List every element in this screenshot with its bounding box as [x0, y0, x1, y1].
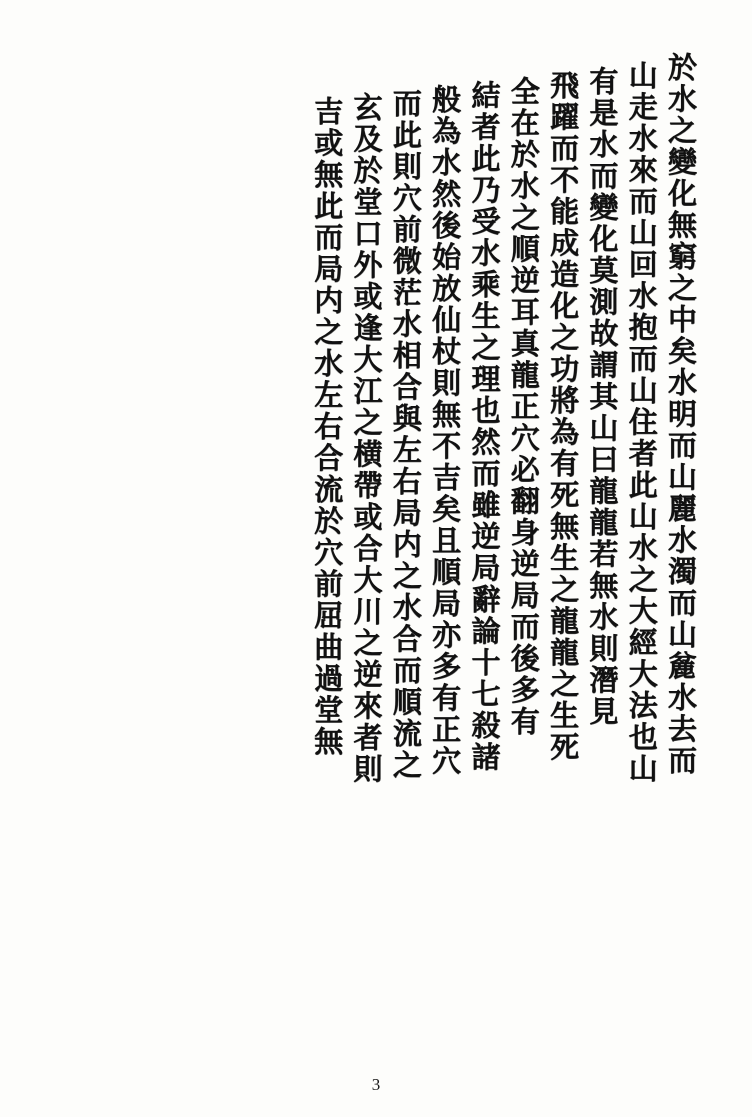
page-number: 3: [371, 1075, 381, 1094]
text-column-4: 飛躍而不能成造化之功將為有死無生之龍龍之生死: [546, 70, 581, 763]
text-column-7: 般為水然後始放仙杖則無不吉矣且順局亦多有正穴: [428, 84, 463, 777]
text-column-2: 山走水來而山回水抱而山住者此山水之大經大法也山: [624, 60, 659, 785]
text-column-3: 有是水而變化莫測故謂其山曰龍龍若無水則潛見: [585, 66, 620, 728]
text-column-6: 結者此乃受水乘生之理也然而雖逆局辭論十七殺諸: [467, 80, 502, 773]
text-column-5: 全在於水之順逆耳真龍正穴必翻身逆局而後多有: [506, 76, 541, 738]
vertical-text-block: [52, 52, 700, 1012]
text-column-8: 而此則穴前微茫水相合與左右局内之水合而順流之: [388, 88, 423, 781]
text-column-9: 玄及於堂口外或逢大江之横帶或合大川之逆來者則: [349, 92, 384, 785]
text-column-10: 吉或無此而局内之水左右合流於穴前屈曲過堂無: [310, 96, 345, 758]
text-column-1: 於水之變化無窮之中矣水明而山麗水濁而山麄水去而: [664, 52, 698, 777]
